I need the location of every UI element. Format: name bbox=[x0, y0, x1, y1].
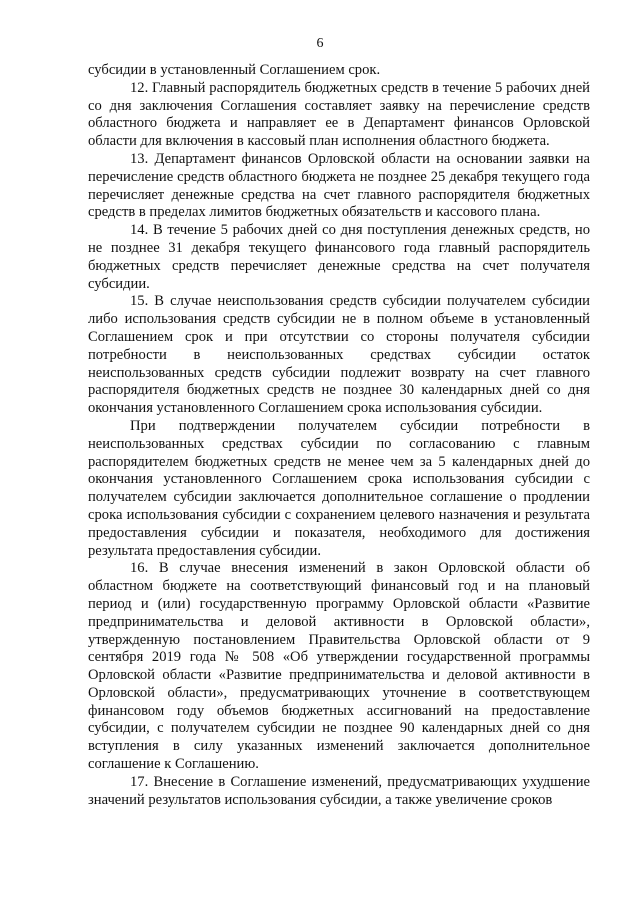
paragraph-17: 17. Внесение в Соглашение изменений, предусматривающих ухудшение значений результатов использования субсидии, а также увеличение сроков bbox=[88, 773, 590, 808]
paragraph-16: 16. В случае внесения изменений в закон Орловской области об областном бюджете на соответствующий финансовый год и на плановый период и (или) государственную программу Орловской области «Развитие предпринимательства и деловой активности в Орловской области», утвержденную постановлением Правительства Орловской области от 9 сентября 2019 года № 508 «Об утверждении государственной программы Орловской области «Развитие предпринимательства и деловой активности в Орловской области», предусматривающих уточнение в соответствующем финансовом году объемов бюджетных ассигнований на предоставление субсидии, с получателем субсидии не позднее 90 календарных дней со дня вступления в силу указанных изменений заключается дополнительное соглашение к Соглашению. bbox=[88, 560, 590, 773]
paragraph-15-extension: При подтверждении получателем субсидии потребности в неиспользованных средствах субсидии по согласованию с главным распорядителем бюджетных средств не менее чем за 5 календарных дней до окончания установленного Соглашением срока использования субсидии с получателем субсидии заключается дополнительное соглашение о продлении срока использования субсидии с сохранением целевого назначения и результата предоставления субсидии и показателя, необходимого для достижения результата предоставления субсидии. bbox=[88, 417, 590, 559]
paragraph-12: 12. Главный распорядитель бюджетных средств в течение 5 рабочих дней со дня заключения Соглашения составляет заявку на перечисление средств областного бюджета и направляет ее в Департамент финансов Орловской области для включения в кассовый план исполнения областного бюджета. bbox=[88, 79, 590, 150]
paragraph-13: 13. Департамент финансов Орловской области на основании заявки на перечисление средств областного бюджета не позднее 25 декабря текущего года перечисляет денежные средства на счет главного распорядителя бюджетных средств в пределах лимитов бюджетных обязательств и кассового плана. bbox=[88, 150, 590, 221]
paragraph-14: 14. В течение 5 рабочих дней со дня поступления денежных средств, но не позднее 31 декабря текущего финансового года главный распорядитель бюджетных средств перечисляет денежные средства на счет получателя субсидии. bbox=[88, 222, 590, 292]
paragraph-15: 15. В случае неиспользования средств субсидии получателем субсидии либо использования средств субсидии не в полном объеме в установленный Соглашением срок и при отсутствии со стороны получателя субсидии потребности в неиспользованных средствах субсидии остаток неиспользованных средств субсидии подлежит возврату на счет главного распорядителя бюджетных средств не позднее 30 календарных дней со дня окончания установленного Соглашением срока использования субсидии. bbox=[88, 293, 590, 417]
document-body bbox=[88, 62, 590, 809]
paragraph-continuation: субсидии в установленный Соглашением срок. bbox=[88, 62, 381, 78]
page-number: 6 bbox=[316, 36, 324, 51]
